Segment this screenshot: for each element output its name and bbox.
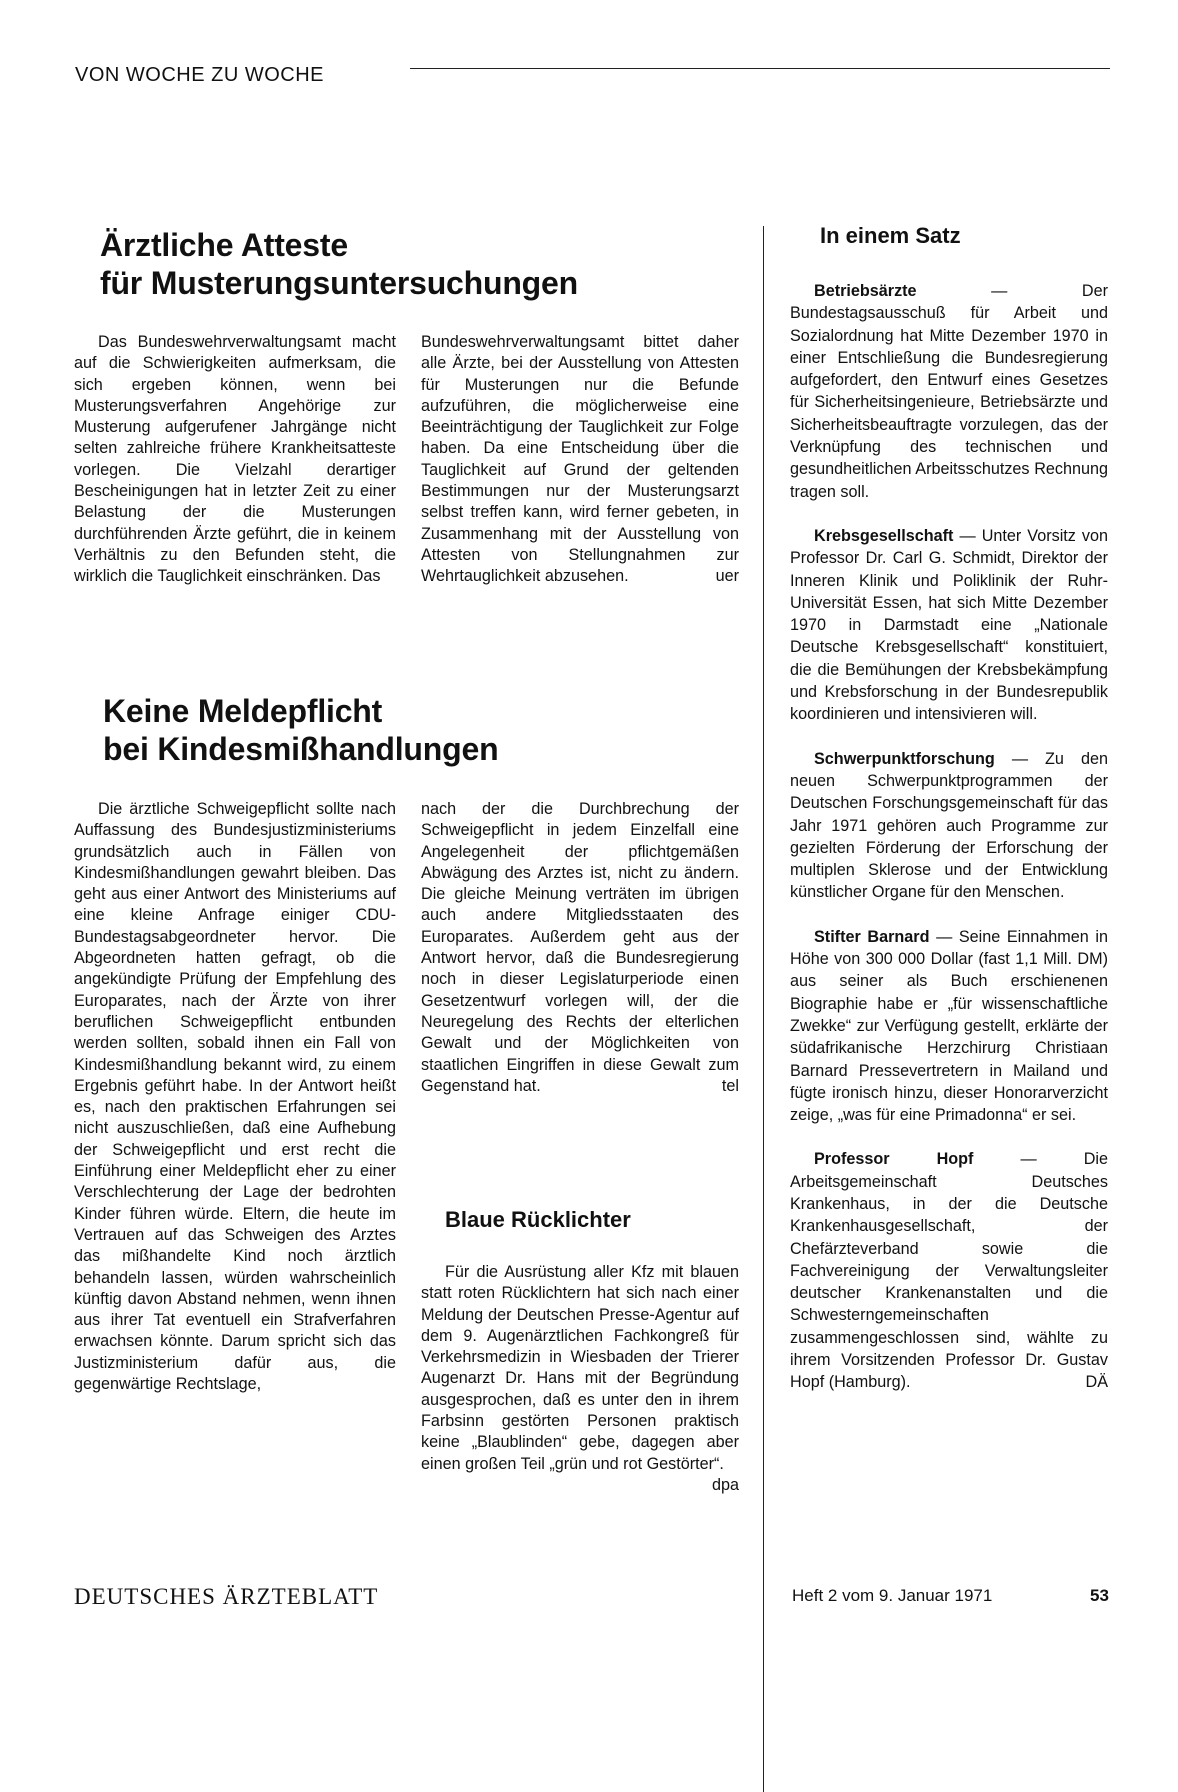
news-item-hopf xyxy=(790,1148,1108,1393)
article-text xyxy=(421,799,739,1097)
sidebar-title: In einem Satz xyxy=(820,223,961,248)
news-item-body: — Der Bundestagsausschuß für Arbeit und Sozialordnung hat Mitte Dezember 1970 in einer Entschließung die Bundesregierung aufgefordert, den Entwurf eines Gesetzes für Sicherheitsingenieure, Betriebsärzte und Sicherheitsbeauftragte vorzulegen, das der Verknüpfung des technischen und gesundheitlichen Arbeitsschutzes Rechnung tragen soll. xyxy=(790,282,1108,501)
news-item-schwerpunktforschung xyxy=(790,748,1108,904)
page-number: 53 xyxy=(1090,1586,1109,1605)
article-meldepflicht-column-2 xyxy=(421,799,739,1097)
news-item-barnard xyxy=(790,926,1108,1127)
news-item-body: — Seine Einnahmen in Höhe von 300 000 Dollar (fast 1,1 Mill. DM) aus seiner als Buch erschienenen Biographie habe er „für wissenschaftliche Zwekke“ zur Verfügung gestellt, erklärte der südafrikanische Herzchirurg Christiaan Barnard Pressevertretern in Mailand und fügte ironisch hinzu, dieser Honorarverzicht zeige, „was für eine Primadonna“ er sei. xyxy=(790,927,1108,1125)
article-atteste-column-2 xyxy=(421,332,739,588)
news-item-body: — Die Arbeitsgemeinschaft Deutsches Krankenhaus, in der die Deutsche Krankenhausgesellschaft, der Chefärzteverband sowie die Fachvereinigung der Verwaltungsleiter deutscher Krankenanstalten und die Schwesterngemeinschaften zusammengeschlossen sind, wählte zu ihrem Vorsitzenden Professor Dr. Gustav Hopf (Hamburg). xyxy=(790,1150,1108,1392)
article-text: Das Bundeswehrverwaltungsamt macht auf die Schwierigkeiten aufmerksam, die sich ergeben können, wenn bei Musterungsverfahren Angehörige zur Musterung aufgerufener Jahrgänge nicht selten zahlreiche frühere Krankheitsatteste vorlegen. Die Vielzahl derartiger Bescheinigungen hat in letzter Zeit zu einer Belastung der die Musterungen durchführenden Ärzte geführt, die in keinem Verhältnis zu den Befunden steht, die wirklich die Tauglichkeit einschränken. Das xyxy=(74,333,396,586)
header-rule xyxy=(410,68,1110,69)
article-meldepflicht-column-1 xyxy=(74,799,396,1395)
news-item-lead: Stifter Barnard xyxy=(814,927,930,946)
article-text xyxy=(421,1262,739,1494)
news-item-text xyxy=(790,1148,1108,1393)
author-signature: dpa xyxy=(711,1475,739,1494)
news-item-lead: Schwerpunktforschung xyxy=(814,749,995,768)
article-atteste-column-1 xyxy=(74,332,396,588)
news-item-text xyxy=(790,926,1108,1127)
article-title-line1: Keine Meldepflicht xyxy=(103,693,383,729)
article-text-body: nach der die Durchbrechung der Schweigepflicht in jedem Einzelfall eine Angelegenheit der pflichtgemäßen Abwägung des Arztes ist, nicht zu ändern. Die gleiche Meinung verträten im übrigen auch andere Mitgliedsstaaten des Europarates. Außerdem geht aus der Antwort hervor, daß die Bundesregierung noch in dieser Legislaturperiode einen Gesetzentwurf vorlegen will, der die Neuregelung des Rechts der elterlichen Gewalt und der Möglichkeiten von staatlichen Eingriffen in diese Gewalt zum Gegenstand hat. xyxy=(421,800,739,1095)
author-signature: tel xyxy=(721,1076,739,1095)
news-item-lead: Professor Hopf xyxy=(814,1150,974,1169)
journal-name: DEUTSCHES ÄRZTEBLATT xyxy=(74,1584,379,1609)
article-title-atteste xyxy=(100,226,578,302)
sidebar-news-list xyxy=(790,280,1108,1416)
author-signature: DÄ xyxy=(1085,1373,1108,1392)
news-item-krebsgesellschaft xyxy=(790,525,1108,726)
article-title-line1: Ärztliche Atteste xyxy=(100,227,348,263)
article-text xyxy=(421,332,739,588)
article-ruecklichter-body xyxy=(421,1262,739,1496)
article-title-meldepflicht xyxy=(103,692,498,768)
article-title-line2: bei Kindesmißhandlungen xyxy=(103,731,499,767)
news-item-text xyxy=(790,280,1108,503)
news-item-lead: Krebsgesellschaft xyxy=(814,526,954,545)
article-text-body: Bundeswehrverwaltungsamt bittet daher alle Ärzte, bei der Ausstellung von Attesten für Musterungen nur die Befunde aufzuführen, die möglicherweise eine Beeinträchtigung der Tauglichkeit zur Folge haben. Da eine Entscheidung über die Tauglichkeit auf Grund der geltenden Bestimmungen nur der Musterungsarzt selbst treffen kann, wird ferner gebeten, in Zusammenhang mit der Ausstellung von Attesten von Stellungnahmen zur Wehrtauglichkeit abzusehen. xyxy=(421,333,739,586)
news-item-body: — Zu den neuen Schwerpunktprogrammen der Deutschen Forschungsgemeinschaft für das Jahr 1971 gehören auch Programme zur gezielten Förderung der Erforschung der multiplen Sklerose und der Entwicklung künstlicher Organe für den Menschen. xyxy=(790,749,1108,902)
section-header: VON WOCHE ZU WOCHE xyxy=(75,64,324,86)
news-item-lead: Betriebsärzte xyxy=(814,282,917,300)
author-signature: uer xyxy=(715,567,739,586)
news-item-body: — Unter Vorsitz von Professor Dr. Carl G. Schmidt, Direktor der Inneren Klinik und Poliklinik der Ruhr-Universität Essen, hat sich Mitte Dezember 1970 in Darmstadt eine „Nationale Deutsche Krebsgesellschaft“ konstituiert, die die Bemühungen der Krebsbekämpfung und Krebsforschung in der Bundesrepublik koordinieren und intensivieren will. xyxy=(790,526,1108,724)
article-text: Die ärztliche Schweigepflicht sollte nach Auffassung des Bundesjustizministeriums grundsätzlich auch in Fällen von Kindesmißhandlungen gewahrt bleiben. Das geht aus einer Antwort des Ministeriums auf eine kleine Anfrage einiger CDU-Bundestagsabgeordneter hervor. Die Abgeordneten hatten gefragt, ob die angekündigte Prüfung der Empfehlung des Europarates, nach der Ärzte von ihrer beruflichen Schweigepflicht entbunden werden sollten, sobald ihnen ein Fall von Kindesmißhandlung bekannt wird, zu einem Ergebnis geführt habe. In der Antwort heißt es, nach den praktischen Erfahrungen sei nicht auszuschließen, daß eine Aufhebung der Schweigepflicht und erst recht die Einführung einer Meldepflicht eher zu einer Verschlechterung der Lage der bedrohten Kinder führen würde. Eltern, die heute im Vertrauen auf das Schweigen des Arztes das mißhandelte Kind noch ärztlich behandeln lassen, würden wahrscheinlich künftig davon Abstand nehmen, wenn ihnen aus ihrer Tat eventuell ein Strafverfahren erwachsen könnte. Darum spricht sich das Justizministerium dafür aus, die gegenwärtige Rechtslage, xyxy=(74,800,396,1394)
article-text-body: Für die Ausrüstung aller Kfz mit blauen statt roten Rücklichtern hat sich nach einer Meldung der Deutschen Presse-Agentur auf dem 9. Augenärztlichen Fachkongreß für Verkehrsmedizin in Wiesbaden der Trierer Augenarzt Dr. Hans mit der Begründung ausgesprochen, daß es unter den in ihrem Farbsinn gestörten Personen praktisch keine „Blaublinden“ gebe, dagegen aber einen großen Teil „grün und rot Gestörter“. xyxy=(421,1263,739,1473)
article-title-line2: für Musterungsuntersuchungen xyxy=(100,265,578,301)
news-item-betriebsaerzte xyxy=(790,280,1108,503)
news-item-text xyxy=(790,748,1108,904)
issue-info: Heft 2 vom 9. Januar 1971 xyxy=(792,1586,993,1605)
column-divider xyxy=(763,226,764,1792)
article-title-ruecklichter: Blaue Rücklichter xyxy=(445,1207,631,1232)
news-item-text xyxy=(790,525,1108,726)
